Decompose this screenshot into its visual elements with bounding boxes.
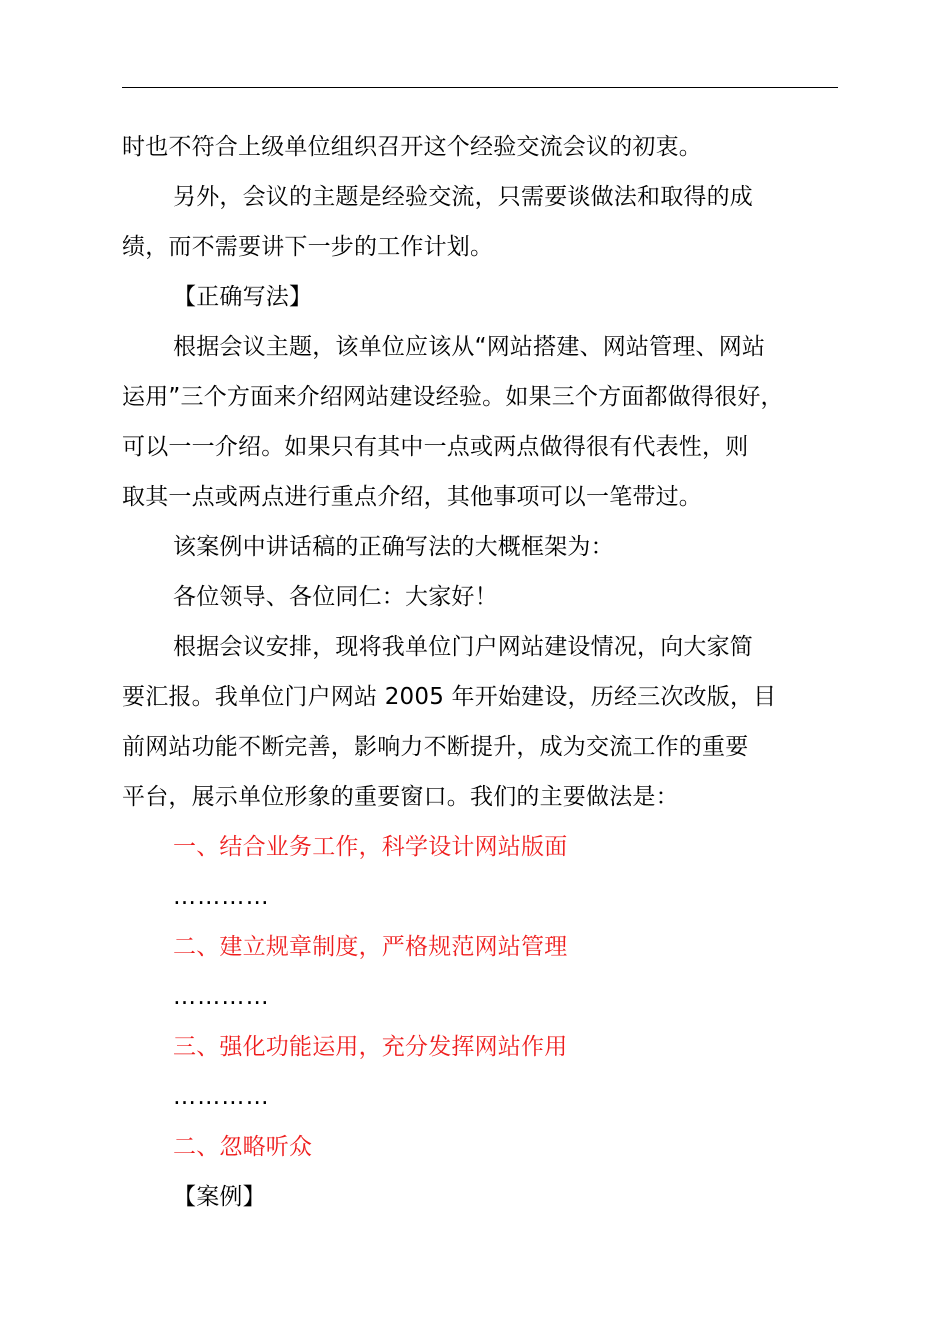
red-heading: 二、忽略听众: [173, 1134, 313, 1160]
red-heading: 二、建立规章制度，严格规范网站管理: [173, 934, 568, 960]
paragraph-line: 根据会议主题，该单位应该从“网站搭建、网站管理、网站: [173, 334, 766, 360]
paragraph-line: 绩，而不需要讲下一步的工作计划。: [122, 234, 494, 260]
section-label: 【案例】: [173, 1184, 266, 1210]
red-heading: 一、结合业务工作，科学设计网站版面: [173, 834, 568, 860]
section-label: 【正确写法】: [173, 284, 313, 310]
paragraph-line: 取其一点或两点进行重点介绍，其他事项可以一笔带过。: [122, 484, 702, 510]
paragraph-line: 时也不符合上级单位组织召开这个经验交流会议的初衷。: [122, 134, 702, 160]
paragraph-line: 运用”三个方面来介绍网站建设经验。如果三个方面都做得很好，: [122, 384, 784, 410]
paragraph-line: 前网站功能不断完善，影响力不断提升，成为交流工作的重要: [122, 734, 749, 760]
ellipsis-line: …………: [173, 984, 270, 1010]
paragraph-line: 另外，会议的主题是经验交流，只需要谈做法和取得的成: [173, 184, 753, 210]
paragraph-line: 根据会议安排，现将我单位门户网站建设情况，向大家简: [173, 634, 753, 660]
paragraph-line: 该案例中讲话稿的正确写法的大概框架为：: [173, 534, 614, 560]
header-rule: [122, 87, 838, 88]
document-body: [122, 122, 862, 1222]
ellipsis-line: …………: [173, 1084, 270, 1110]
paragraph-line: 平台，展示单位形象的重要窗口。我们的主要做法是：: [122, 784, 679, 810]
paragraph-line: 可以一一介绍。如果只有其中一点或两点做得很有代表性，则: [122, 434, 749, 460]
paragraph-line: 要汇报。我单位门户网站 2005 年开始建设，历经三次改版，目: [122, 684, 777, 710]
ellipsis-line: …………: [173, 884, 270, 910]
salutation-line: 各位领导、各位同仁：大家好！: [173, 584, 498, 610]
red-heading: 三、强化功能运用，充分发挥网站作用: [173, 1034, 568, 1060]
